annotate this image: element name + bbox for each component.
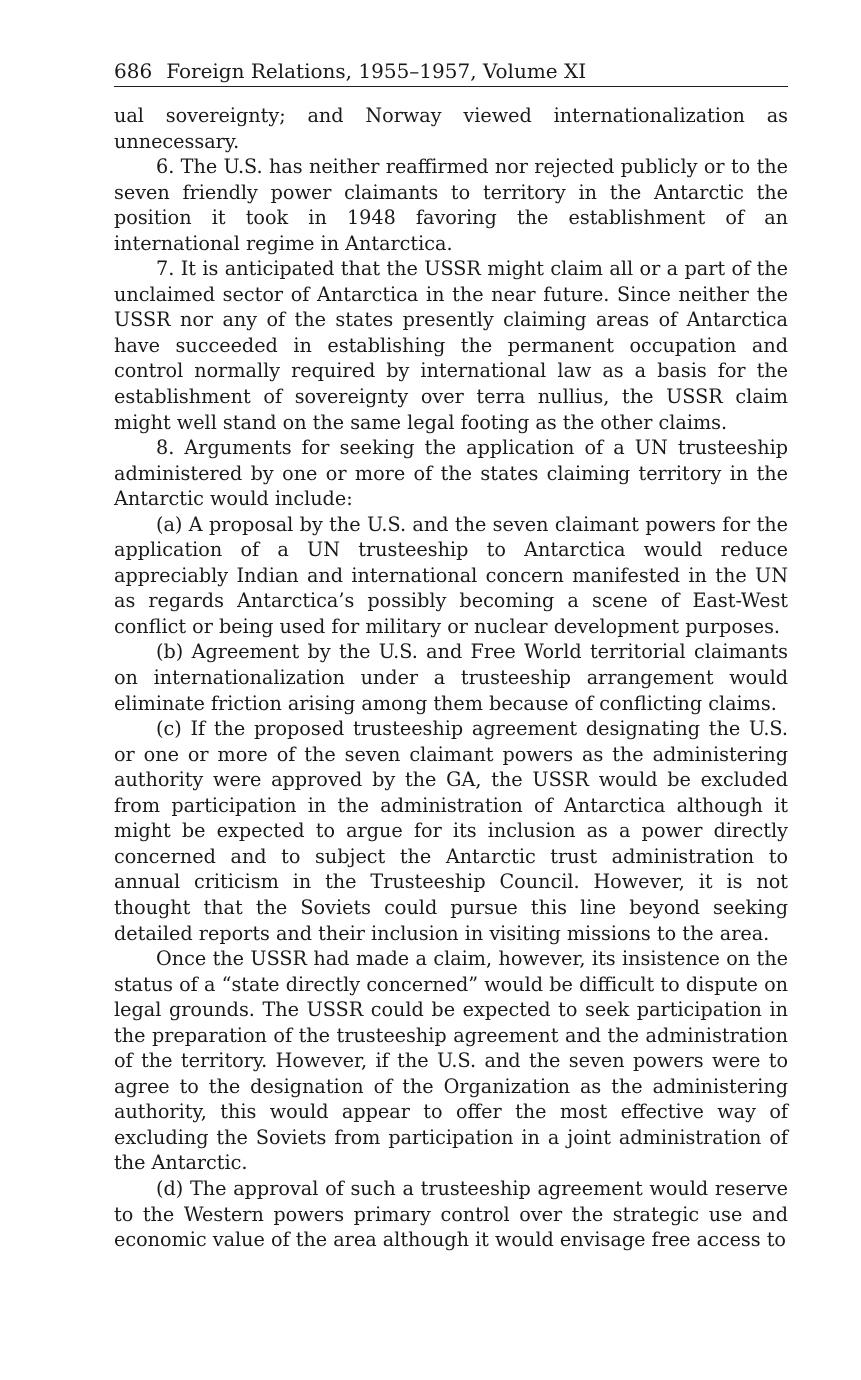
paragraph-7: 7. It is anticipated that the USSR might claim all or a part of the unclaimed sector of Antarctica in the near future. Since neither the USSR nor any of the states presently claiming areas of Antarctica have succeeded in establishing the permanent occupation and control normally required by international law as a basis for the establishment of sovereignty over terra nullius, the USSR claim might well stand on the same legal footing as the other claims. — [114, 257, 788, 434]
page-number: 686 — [114, 59, 153, 83]
paragraph-8d: (d) The approval of such a trusteeship agreement would reserve to the Western powers primary control over the strategic use and economic value of the area although it would envisage free access to — [114, 1176, 788, 1252]
running-header — [114, 58, 788, 87]
header-title: Foreign Relations, 1955–1957, Volume XI — [166, 59, 587, 83]
body-text — [114, 103, 788, 1253]
document-page — [114, 58, 788, 1253]
paragraph-continuation: ual sovereignty; and Norway viewed internationalization as unnecessary. — [114, 104, 788, 153]
paragraph-6: 6. The U.S. has neither reaffirmed nor rejected publicly or to the seven friendly power claimants to territory in the Antarctic the position it took in 1948 favoring the establishment of an international regime in Antarctica. — [114, 155, 788, 255]
paragraph-8a: (a) A proposal by the U.S. and the seven claimant powers for the application of a UN trusteeship to Antarctica would reduce appreciably Indian and international concern manifested in the UN as regards Antarctica’s possibly becoming a scene of East-West conflict or being used for military or nuclear development purposes. — [114, 512, 788, 638]
paragraph-8c-continued: Once the USSR had made a claim, however, its insistence on the status of a “state directly concerned” would be difficult to dispute on legal grounds. The USSR could be expected to seek participation in the preparation of the trusteeship agreement and the administration of the territory. However, if the U.S. and the seven powers were to agree to the designation of the Organization as the administering authority, this would appear to offer the most effective way of excluding the Soviets from participation in a joint administration of the Antarctic. — [114, 947, 788, 1175]
paragraph-8: 8. Arguments for seeking the application of a UN trusteeship administered by one or more of the states claiming territory in the Antarctic would include: — [114, 436, 788, 511]
paragraph-8b: (b) Agreement by the U.S. and Free World territorial claimants on internationalization under a trusteeship arrangement would eliminate friction arising among them because of conflicting claims. — [114, 640, 788, 715]
paragraph-8c: (c) If the proposed trusteeship agreement designating the U.S. or one or more of the seven claimant powers as the administering authority were approved by the GA, the USSR would be excluded from participation in the administration of Antarctica although it might be expected to argue for its inclusion as a power directly concerned and to subject the Antarctic trust administration to annual criticism in the Trusteeship Council. However, it is not thought that the Soviets could pursue this line beyond seeking detailed reports and their inclusion in visiting missions to the area. — [114, 717, 788, 945]
